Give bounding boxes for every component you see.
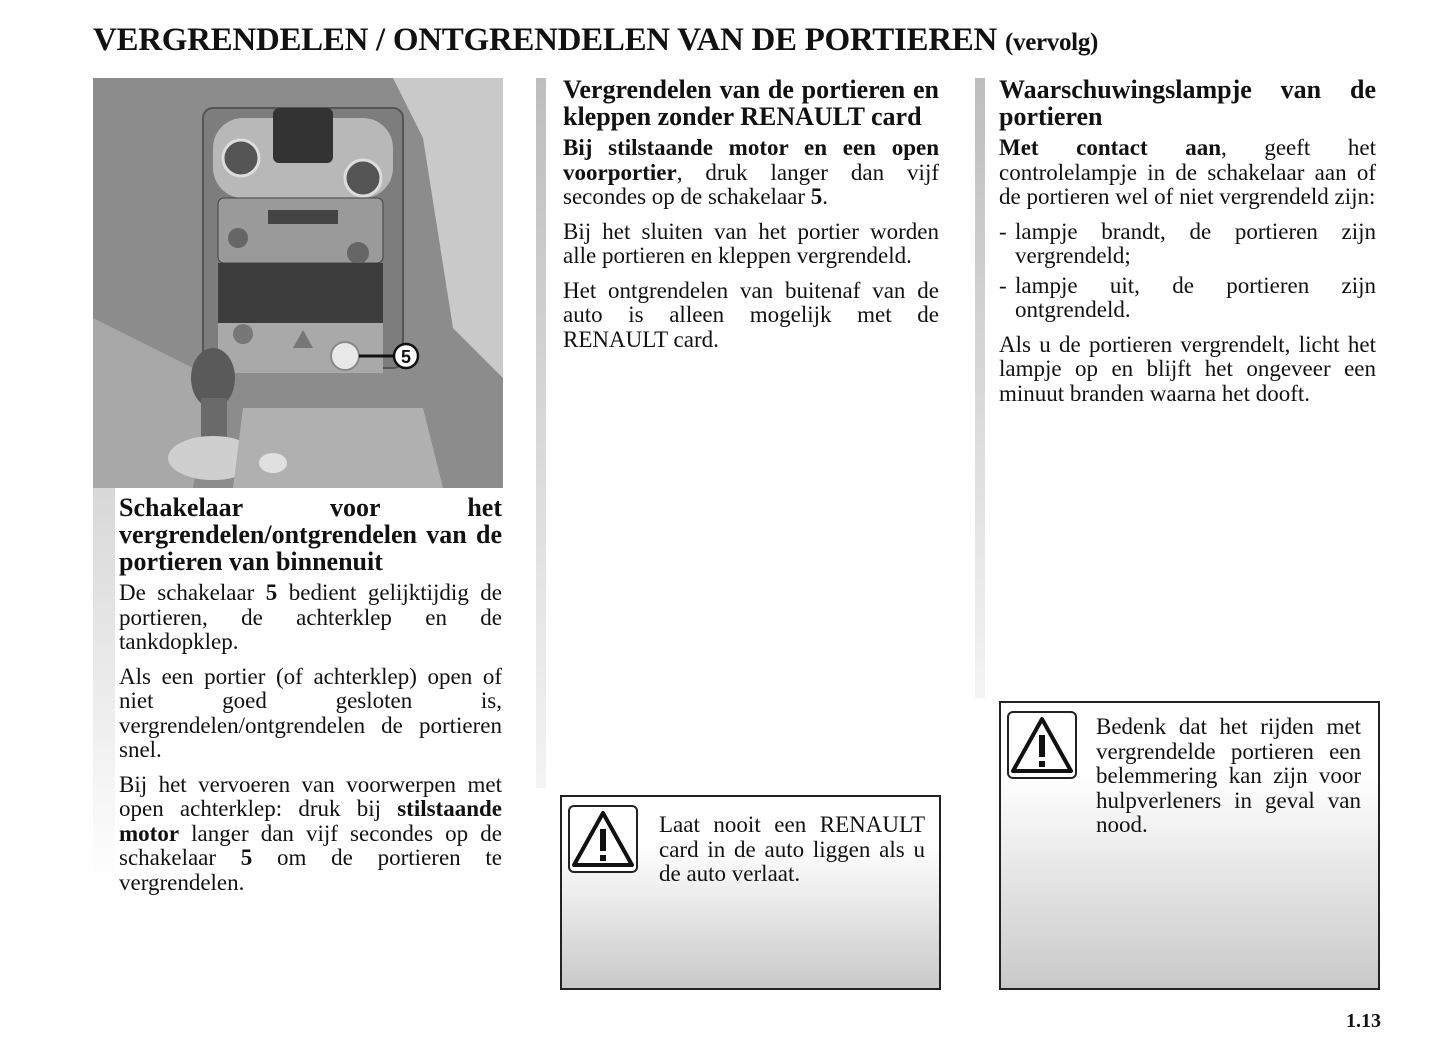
paragraph: Bij het vervoeren van voorwerpen met open achterklep: druk bij stilstaande motor langer dan vijf secondes op de schakelaar 5 om de portieren te vergrendelen. [119,771,502,895]
column-rail-middle [536,78,546,788]
paragraph: De schakelaar 5 bedient gelijktijdig de portieren, de achterklep en de tankdopklep. [119,580,502,654]
list-item: - lampje brandt, de portieren zijn vergrendeld; [999,220,1376,269]
warning-icon [568,805,638,873]
warning-icon [1007,711,1077,779]
paragraph: Met contact aan, geeft het controlelampje in de schakelaar aan of de portieren wel of niet vergrendeld zijn: [999,135,1376,209]
warning-text: Bedenk dat het rijden met vergrendelde portieren een belemmering kan zijn voor hulpverleners in geval van nood. [1096,714,1361,837]
section-heading-switch: Schakelaar voor het vergrendelen/ontgrendelen van de portieren van binnenuit [119,493,502,576]
column-2 [563,76,939,362]
paragraph: Bij stilstaande motor en een open voorportier, druk langer dan vijf secondes op de schakelaar 5. [563,135,939,209]
section-heading-indicator: Waarschuwingslampje van de portieren [999,75,1376,131]
page-title [93,22,1098,59]
dashboard-photo [93,78,503,488]
list-item: - lampje uit, de portieren zijn ontgrendeld. [999,274,1376,323]
column-1 [119,494,502,905]
warning-box-card [560,795,941,990]
column-rail-left [93,488,115,888]
callout-number: 5 [400,347,412,367]
column-rail-right [975,78,985,698]
warning-box-emergency [999,701,1380,990]
paragraph: Het ontgrendelen van buitenaf van de auto is alleen mogelijk met de RENAULT card. [563,277,939,352]
indicator-list [999,220,1376,323]
dashboard-illustration [93,78,503,488]
column-3 [999,76,1376,416]
section-heading-no-card: Vergrendelen van de portieren en kleppen zonder RENAULT card [563,75,939,131]
page-title-suffix: (vervolg) [1004,29,1099,56]
page-number: 1.13 [1346,1010,1381,1032]
paragraph: Bij het sluiten van het portier worden alle portieren en kleppen vergrendeld. [563,218,939,268]
warning-text: Laat nooit een RENAULT card in de auto liggen als u de auto verlaat. [659,812,925,886]
paragraph: Als u de portieren vergrendelt, licht het lampje op en blijft het ongeveer een minuut branden waarna het dooft. [999,331,1376,406]
page-title-main: VERGRENDELEN / ONTGRENDELEN VAN DE PORTIEREN [93,22,998,58]
paragraph: Als een portier (of achterklep) open of niet goed gesloten is, vergrendelen/ontgrendelen de portieren snel. [119,663,502,762]
